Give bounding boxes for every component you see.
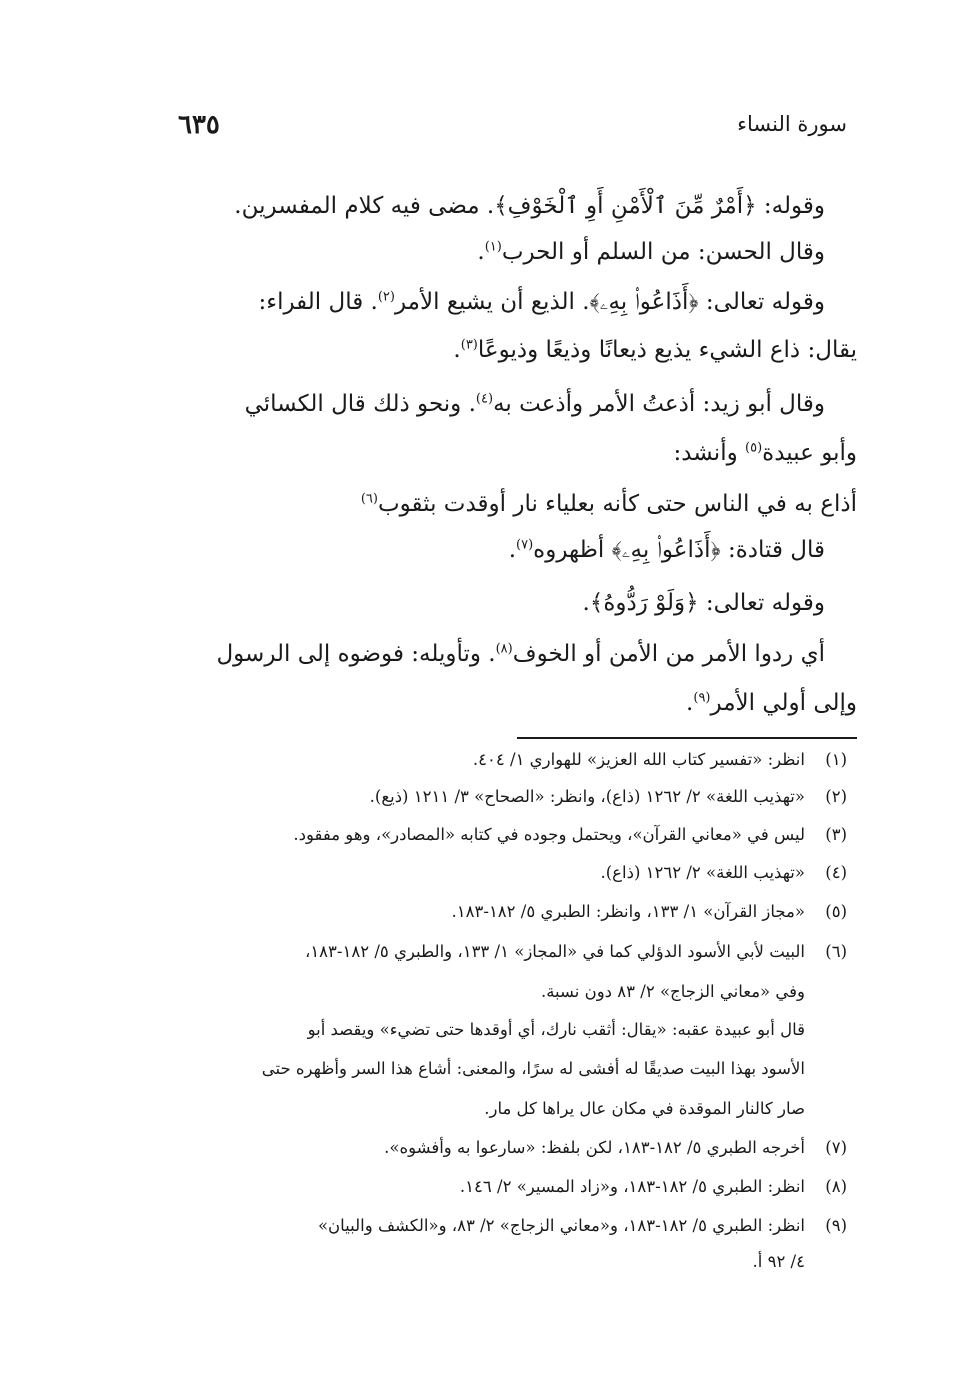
footnote-2 (122, 780, 847, 814)
body-line-6 (117, 433, 857, 473)
footnote-ref: (٤) (475, 391, 494, 407)
body-line-10 (117, 634, 825, 674)
body-text: . (508, 537, 517, 563)
footnote-ref: (٥) (745, 440, 763, 456)
footnote-6-line-5 (122, 1092, 805, 1126)
body-text: . (477, 239, 485, 265)
footnote-text: «تهذيب اللغة» ٢/ ١٢٦٢ (ذاع). (600, 863, 805, 882)
body-line-3 (117, 282, 825, 322)
body-line-11 (117, 683, 857, 723)
body-text: . (686, 690, 694, 716)
footnote-3 (122, 818, 847, 852)
body-text: . قال الفراء: (258, 289, 378, 315)
footnote-ref: (٩) (693, 690, 711, 706)
footnote-number: (٣) (825, 825, 847, 844)
footnote-ref: (٨) (495, 641, 513, 657)
footnote-6-line-3 (122, 1013, 805, 1047)
footnote-ref: (٦) (360, 491, 378, 507)
footnote-number: (٥) (825, 902, 847, 921)
footnote-number: (٩) (825, 1216, 847, 1235)
body-text: وقوله: ﴿أَمْرٌ مِّنَ ٱلْأَمْنِ أَوِ ٱلْخَوْفِ﴾. مضى فيه كلام المفسرين. (234, 193, 825, 219)
footnote-text: الأسود بهذا البيت صديقًا له أفشى له سرًا، والمعنى: أشاع هذا السر وأظهره حتى (261, 1059, 805, 1078)
body-text: . وتأويله: فوضوه إلى الرسول (216, 641, 496, 667)
footnote-9 (122, 1209, 847, 1243)
footnote-number: (٨) (825, 1177, 847, 1196)
footnote-9-line-2 (122, 1245, 805, 1279)
body-text: وقال الحسن: من السلم أو الحرب (501, 239, 825, 265)
footnote-1 (122, 743, 847, 777)
footnote-ref: (١) (484, 239, 502, 255)
body-text: وإلى أولي الأمر (710, 690, 857, 716)
footnote-text: ٤/ ٩٢ أ. (752, 1252, 805, 1271)
body-text: وقوله تعالى: ﴿وَلَوْ رَدُّوهُ﴾. (582, 590, 825, 616)
body-text: وقوله تعالى: ﴿أَذَاعُوا۟ بِهِۦ﴾. الذيع أن يشيع الأمر (394, 289, 825, 315)
footnote-6-line-4 (122, 1052, 805, 1086)
poem-verse (117, 484, 857, 524)
footnote-number: (٤) (825, 863, 847, 882)
footnote-number: (٧) (825, 1138, 847, 1157)
footnote-6-line-2 (122, 975, 805, 1009)
footnote-text: قال أبو عبيدة عقبه: «يقال: أثقب نارك، أي أوقدها حتى تضيء» ويقصد أبو (307, 1020, 805, 1039)
footnote-text: انظر: الطبري ٥/ ١٨٢-١٨٣، و«زاد المسير» ٢/ ١٤٦. (459, 1177, 805, 1196)
footnote-ref: (٣) (460, 337, 478, 353)
body-text: وأنشد: (673, 440, 746, 466)
body-text: قال قتادة: ﴿أَذَاعُوا۟ بِهِۦ﴾ أظهروه (533, 537, 825, 563)
footnote-text: البيت لأبي الأسود الدؤلي كما في «المجاز» ١/ ١٣٣، والطبري ٥/ ١٨٢-١٨٣، (304, 942, 805, 961)
footnote-text: وفي «معاني الزجاج» ٢/ ٨٣ دون نسبة. (540, 982, 805, 1001)
footnote-ref: (٢) (377, 289, 395, 305)
body-text: وأبو عبيدة (762, 440, 857, 466)
body-text: يقال: ذاع الشيء يذيع ذيعانًا وذيعًا وذيوعًا (477, 337, 857, 363)
footnote-4 (122, 856, 847, 890)
footnote-divider (517, 737, 857, 739)
body-line-5 (117, 384, 825, 424)
footnote-text: انظر: الطبري ٥/ ١٨٢-١٨٣، و«معاني الزجاج» ٢/ ٨٣، و«الكشف والبيان» (317, 1216, 805, 1235)
body-text: وقال أبو زيد: أذعتُ الأمر وأذعت به (493, 391, 825, 417)
footnote-number: (١) (825, 750, 847, 769)
footnote-text: صار كالنار الموقدة في مكان عال يراها كل مار. (484, 1099, 805, 1118)
footnote-text: ليس في «معاني القرآن»، ويحتمل وجوده في كتابه «المصادر»، وهو مفقود. (293, 825, 805, 844)
body-line-2 (117, 232, 825, 272)
body-line-1 (117, 186, 825, 226)
footnote-number: (٢) (825, 787, 847, 806)
footnote-number: (٦) (825, 942, 847, 961)
body-line-4 (117, 330, 857, 370)
body-text: . (453, 337, 461, 363)
footnote-6 (122, 935, 847, 969)
body-line-8 (117, 530, 825, 570)
running-header-title: سورة النساء (737, 112, 847, 136)
body-text: . ونحو ذلك قال الكسائي (244, 391, 476, 417)
body-text: أي ردوا الأمر من الأمن أو الخوف (512, 641, 825, 667)
footnote-text: أخرجه الطبري ٥/ ١٨٢-١٨٣، لكن بلفظ: «سارعوا به وأفشوه». (384, 1138, 805, 1157)
footnote-7 (122, 1131, 847, 1165)
footnote-text: «مجاز القرآن» ١/ ١٣٣، وانظر: الطبري ٥/ ١٨٢-١٨٣. (451, 902, 805, 921)
verse-text: أذاع به في الناس حتى كأنه بعلياء نار أوقدت بثقوب (377, 491, 857, 517)
footnote-5 (122, 895, 847, 929)
footnote-ref: (٧) (516, 537, 534, 553)
page-number: ٦٣٥ (178, 110, 220, 140)
body-line-9 (117, 583, 825, 623)
footnote-8 (122, 1170, 847, 1204)
footnote-text: انظر: «تفسير كتاب الله العزيز» للهواري ١/ ٤٠٤. (472, 750, 805, 769)
footnote-text: «تهذيب اللغة» ٢/ ١٢٦٢ (ذاع)، وانظر: «الصحاح» ٣/ ١٢١١ (ذيع). (369, 787, 805, 806)
